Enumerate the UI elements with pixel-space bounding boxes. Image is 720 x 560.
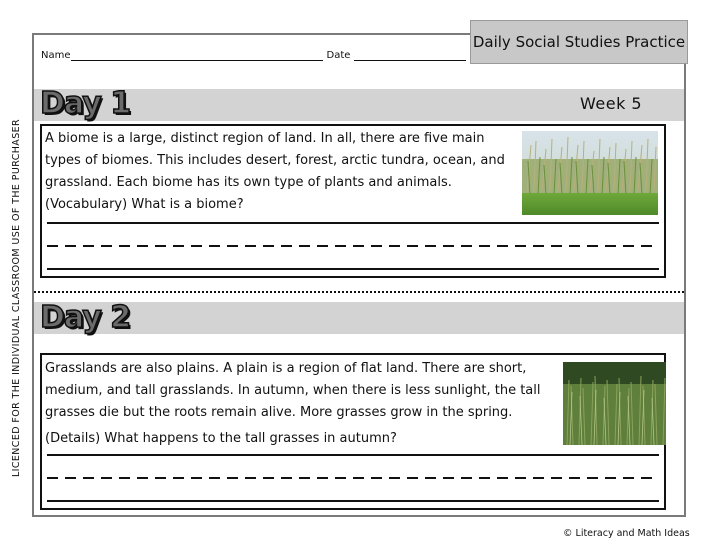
day1-question: (Vocabulary) What is a biome?: [45, 197, 244, 212]
day2-answer-line-1[interactable]: [47, 454, 659, 456]
section-separator: [34, 291, 684, 293]
name-label: Name: [41, 50, 71, 61]
day2-heading: Day 2: [40, 300, 131, 335]
day2-passage: Grasslands are also plains. A plain is a region of flat land. There are short, medium, and tall grasslands. In autumn, when there is less sunlight, the tall grasses die but the roots remain alive. More grasses grow in the spring. (Details) What happens to the tall grasses in autumn?: [45, 358, 557, 450]
day2-bar: [34, 302, 684, 334]
day1-grass-image: [522, 131, 658, 215]
name-field[interactable]: [71, 51, 323, 61]
day1-answer-line-1[interactable]: [47, 222, 659, 224]
license-notice: LICENCED FOR THE INDIVIDUAL CLASSROOM USE OF THE PURCHASER: [11, 118, 22, 478]
date-field[interactable]: [354, 51, 466, 61]
day2-answer-dashed-line[interactable]: [47, 477, 659, 479]
day1-passage: A biome is a large, distinct region of land. In all, there are five main types of biomes. This includes desert, forest, arctic tundra, ocean, and grassland. Each biome has its own type of plants and animals. (Vocabulary) What is a biome?: [45, 131, 505, 212]
day2-answer-line-2[interactable]: [47, 500, 659, 502]
day1-answer-dashed-line[interactable]: [47, 245, 659, 247]
worksheet-title: Daily Social Studies Practice: [470, 20, 688, 64]
name-date-line: [41, 50, 466, 61]
date-label: Date: [326, 50, 351, 61]
copyright-notice: © Literacy and Math Ideas: [563, 528, 690, 539]
week-label: Week 5: [580, 94, 643, 113]
day1-heading: Day 1: [40, 86, 131, 121]
day2-grass-image: [563, 362, 666, 445]
day1-answer-line-2[interactable]: [47, 268, 659, 270]
day2-question: (Details) What happens to the tall grasses in autumn?: [45, 431, 397, 446]
